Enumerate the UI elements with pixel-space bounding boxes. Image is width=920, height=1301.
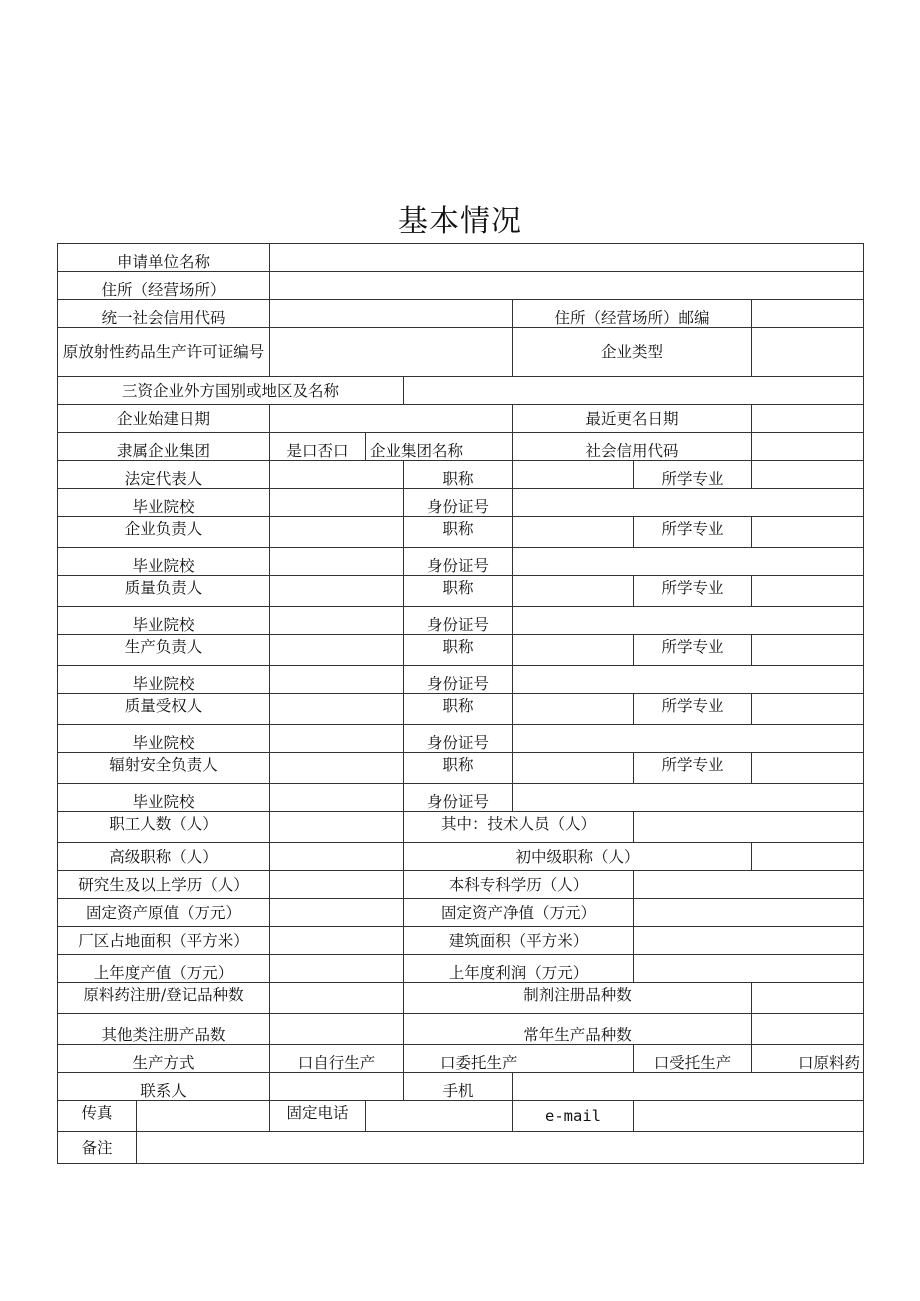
stat-label: 本科专科学历（人） <box>404 871 634 899</box>
person-id-value[interactable] <box>513 784 864 812</box>
basic-info-table <box>57 243 864 1164</box>
person-id-label: 身份证号 <box>404 607 513 635</box>
person-id-label: 身份证号 <box>404 725 513 753</box>
credit-code-label: 统一社会信用代码 <box>58 300 270 328</box>
postcode-label: 住所（经营场所）邮编 <box>513 300 752 328</box>
contact-person-label: 联系人 <box>58 1073 270 1101</box>
person-title-label: 职称 <box>404 635 513 666</box>
person-major-value[interactable] <box>752 517 864 548</box>
person-major-value[interactable] <box>752 694 864 725</box>
production-option-self[interactable]: 口自行生产 <box>270 1045 404 1073</box>
mobile-value[interactable] <box>513 1073 864 1101</box>
enterprise-type-value[interactable] <box>752 328 864 377</box>
fax-label: 传真 <box>58 1101 137 1132</box>
postcode-value[interactable] <box>752 300 864 328</box>
person-id-label: 身份证号 <box>404 489 513 517</box>
person-id-label: 身份证号 <box>404 784 513 812</box>
phone-value[interactable] <box>366 1101 513 1132</box>
person-id-value[interactable] <box>513 607 864 635</box>
stat-value[interactable] <box>270 1014 404 1045</box>
social-credit-code-label: 社会信用代码 <box>513 433 752 461</box>
license-no-value[interactable] <box>270 328 513 377</box>
stat-value[interactable] <box>752 983 864 1014</box>
credit-code-value[interactable] <box>270 300 513 328</box>
person-name-value[interactable] <box>270 576 404 607</box>
person-school-label: 毕业院校 <box>58 548 270 576</box>
person-name-value[interactable] <box>270 753 404 784</box>
person-school-value[interactable] <box>270 489 404 517</box>
person-major-value[interactable] <box>752 461 864 489</box>
person-title-value[interactable] <box>513 694 634 725</box>
person-major-label: 所学专业 <box>634 694 752 725</box>
fax-value[interactable] <box>137 1101 270 1132</box>
phone-label: 固定电话 <box>270 1101 366 1132</box>
mobile-label: 手机 <box>404 1073 513 1101</box>
remarks-label: 备注 <box>58 1132 137 1164</box>
stat-value[interactable] <box>634 927 864 955</box>
contact-person-value[interactable] <box>270 1073 404 1101</box>
page-title: 基本情况 <box>398 204 522 239</box>
foreign-party-label: 三资企业外方国别或地区及名称 <box>58 377 404 405</box>
person-title-value[interactable] <box>513 461 634 489</box>
person-title-value[interactable] <box>513 576 634 607</box>
stat-label: 高级职称（人） <box>58 843 270 871</box>
person-title-value[interactable] <box>513 753 634 784</box>
person-id-label: 身份证号 <box>404 548 513 576</box>
person-school-label: 毕业院校 <box>58 784 270 812</box>
address-value[interactable] <box>270 272 864 300</box>
person-id-value[interactable] <box>513 548 864 576</box>
founding-date-label: 企业始建日期 <box>58 405 270 433</box>
stat-value[interactable] <box>270 983 404 1014</box>
person-name-value[interactable] <box>270 461 404 489</box>
stat-label: 制剂注册品种数 <box>404 983 752 1014</box>
stat-value[interactable] <box>270 812 404 843</box>
person-title-value[interactable] <box>513 517 634 548</box>
production-label: 生产方式 <box>58 1045 270 1073</box>
person-school-label: 毕业院校 <box>58 607 270 635</box>
stat-value[interactable] <box>270 927 404 955</box>
stat-label: 其他类注册产品数 <box>58 1014 270 1045</box>
stat-value[interactable] <box>752 843 864 871</box>
stat-label: 建筑面积（平方米） <box>404 927 634 955</box>
stat-value[interactable] <box>270 871 404 899</box>
stat-label: 固定资产净值（万元） <box>404 899 634 927</box>
production-option-entrusted[interactable]: 口受托生产 <box>634 1045 752 1073</box>
group-label: 隶属企业集团 <box>58 433 270 461</box>
stat-label: 其中：技术人员（人） <box>404 812 634 843</box>
person-id-value[interactable] <box>513 666 864 694</box>
person-role-label: 法定代表人 <box>58 461 270 489</box>
production-option-entrust[interactable]: 口委托生产 <box>404 1045 634 1073</box>
address-label: 住所（经营场所） <box>58 272 270 300</box>
stat-value[interactable] <box>270 899 404 927</box>
person-title-label: 职称 <box>404 694 513 725</box>
stat-label: 常年生产品种数 <box>404 1014 752 1045</box>
remarks-value[interactable] <box>137 1132 864 1164</box>
rename-date-label: 最近更名日期 <box>513 405 752 433</box>
person-major-label: 所学专业 <box>634 576 752 607</box>
stat-value[interactable] <box>634 899 864 927</box>
license-no-label: 原放射性药品生产许可证编号 <box>58 328 270 377</box>
founding-date-value[interactable] <box>270 405 513 433</box>
group-yes-no-checkbox[interactable]: 是口否口 <box>270 433 366 461</box>
person-role-label: 生产负责人 <box>58 635 270 666</box>
stat-value[interactable] <box>270 843 404 871</box>
person-id-value[interactable] <box>513 725 864 753</box>
stat-label: 研究生及以上学历（人） <box>58 871 270 899</box>
person-title-label: 职称 <box>404 517 513 548</box>
person-name-value[interactable] <box>270 517 404 548</box>
unit-name-label: 申请单位名称 <box>58 244 270 272</box>
enterprise-type-label: 企业类型 <box>513 328 752 377</box>
person-name-value[interactable] <box>270 694 404 725</box>
person-major-label: 所学专业 <box>634 461 752 489</box>
person-major-label: 所学专业 <box>634 753 752 784</box>
stat-value[interactable] <box>270 955 404 983</box>
stat-label: 职工人数（人） <box>58 812 270 843</box>
person-major-label: 所学专业 <box>634 517 752 548</box>
social-credit-code-value[interactable] <box>752 433 864 461</box>
email-value[interactable] <box>634 1101 864 1132</box>
stat-label: 厂区占地面积（平方米） <box>58 927 270 955</box>
person-role-label: 质量受权人 <box>58 694 270 725</box>
person-title-value[interactable] <box>513 635 634 666</box>
person-role-label: 辐射安全负责人 <box>58 753 270 784</box>
group-name-label: 企业集团名称 <box>366 433 513 461</box>
person-id-value[interactable] <box>513 489 864 517</box>
person-title-label: 职称 <box>404 753 513 784</box>
person-major-value[interactable] <box>752 635 864 666</box>
person-school-label: 毕业院校 <box>58 666 270 694</box>
person-role-label: 质量负责人 <box>58 576 270 607</box>
person-major-label: 所学专业 <box>634 635 752 666</box>
person-school-value[interactable] <box>270 666 404 694</box>
person-id-label: 身份证号 <box>404 666 513 694</box>
person-school-value[interactable] <box>270 725 404 753</box>
unit-name-value[interactable] <box>270 244 864 272</box>
stat-label: 初中级职称（人） <box>404 843 752 871</box>
person-school-value[interactable] <box>270 548 404 576</box>
person-school-value[interactable] <box>270 607 404 635</box>
person-title-label: 职称 <box>404 461 513 489</box>
person-school-value[interactable] <box>270 784 404 812</box>
person-school-label: 毕业院校 <box>58 489 270 517</box>
stat-value[interactable] <box>634 871 864 899</box>
person-title-label: 职称 <box>404 576 513 607</box>
stat-label: 上年度利润（万元） <box>404 955 634 983</box>
stat-value[interactable] <box>634 812 864 843</box>
person-school-label: 毕业院校 <box>58 725 270 753</box>
person-major-value[interactable] <box>752 753 864 784</box>
rename-date-value[interactable] <box>752 405 864 433</box>
person-name-value[interactable] <box>270 635 404 666</box>
email-label: e-mail <box>513 1101 634 1132</box>
stat-label: 固定资产原值（万元） <box>58 899 270 927</box>
stat-value[interactable] <box>634 955 864 983</box>
stat-label: 原料药注册/登记品种数 <box>58 983 270 1014</box>
stat-label: 上年度产值（万元） <box>58 955 270 983</box>
person-major-value[interactable] <box>752 576 864 607</box>
production-option-api[interactable]: 口原料药 <box>752 1045 864 1073</box>
foreign-party-value[interactable] <box>404 377 864 405</box>
stat-value[interactable] <box>752 1014 864 1045</box>
person-role-label: 企业负责人 <box>58 517 270 548</box>
